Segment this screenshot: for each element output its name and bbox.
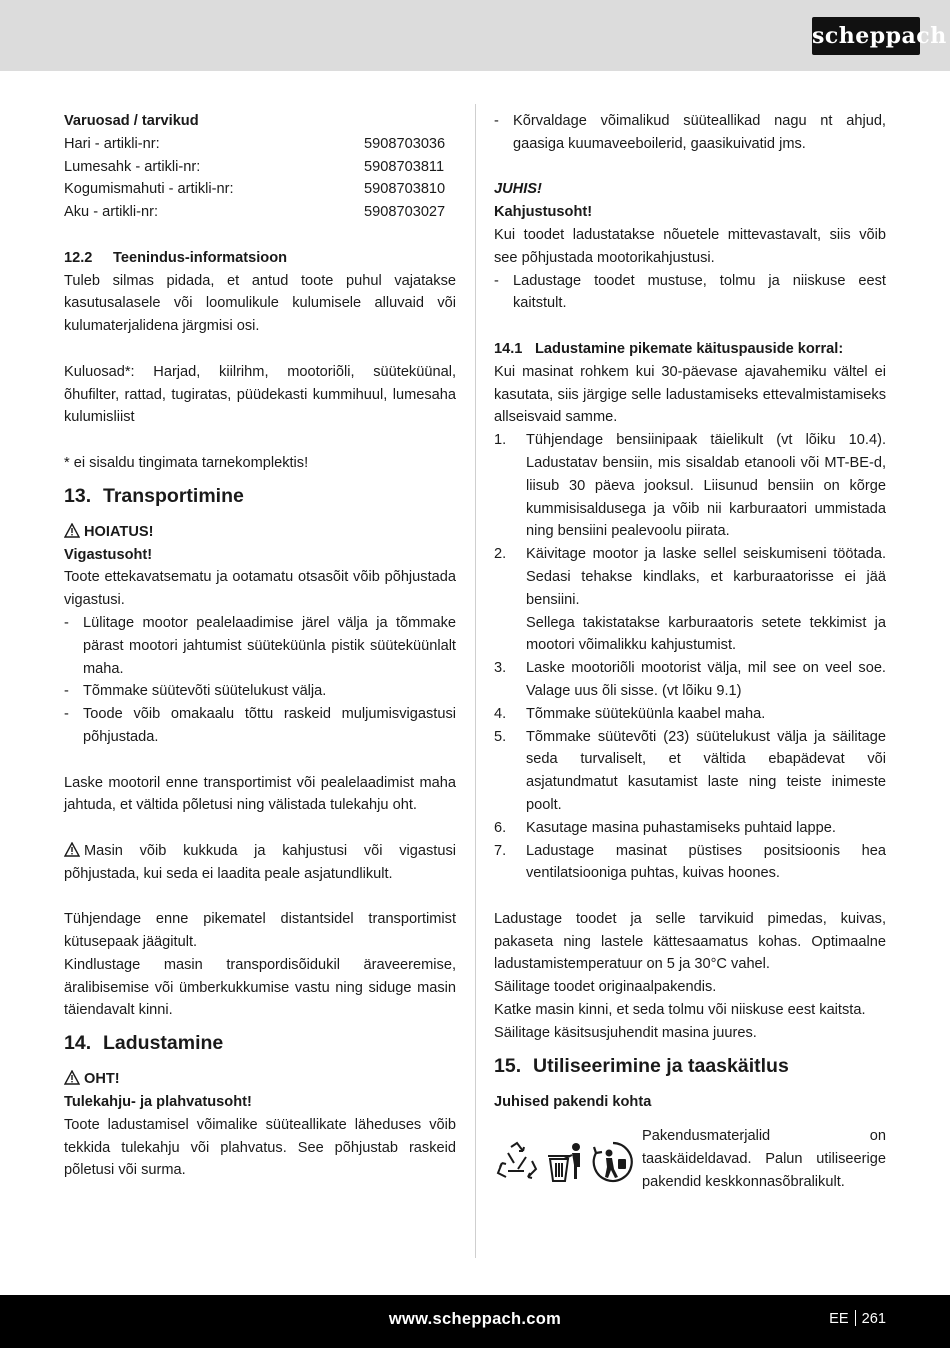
list-item: - Toode võib omakaalu tõttu raskeid muljumisvigastusi põhjustada. <box>64 703 456 749</box>
original-packaging-text: Säilitage toodet originaalpakendis. <box>494 979 717 996</box>
list-item: - Tõmmake süütevõti süütelukust välja. <box>64 680 456 703</box>
step-item <box>494 840 886 886</box>
warning-label-text: HOIATUS! <box>84 523 154 540</box>
step-item <box>494 726 886 817</box>
part-name: Lumesahk - artikli-nr: <box>64 158 201 175</box>
part-name: Hari - artikli-nr: <box>64 135 160 152</box>
left-column <box>64 110 456 1182</box>
page-number: 261 <box>861 1311 886 1327</box>
spare-parts-list <box>64 133 456 224</box>
step-number: 5. <box>494 728 507 745</box>
wear-parts-text: Kuluosad*: Harjad, kiilrihm, mootoriõli, süüteküünal, õhufilter, rattad, tugiratas, püüdekasti kummihuul, lumesaha kulumisliist <box>64 363 456 426</box>
step-text: Laske mootoriõli mootorist välja, mil see on veel soe. Valage uus õli sisse. (vt lõiku 9.1) <box>526 660 886 699</box>
warning-label <box>64 521 456 544</box>
separator <box>855 1310 856 1326</box>
website-link[interactable]: www.scheppach.com <box>388 1310 562 1328</box>
section-title: Utiliseerimine ja taaskäitlus <box>533 1054 789 1077</box>
list-item: - Ladustage toodet mustuse, tolmu ja niiskuse eest kaitstult. <box>494 270 886 316</box>
step-number: 3. <box>494 660 507 677</box>
empty-tank-text: Tühjendage enne pikematel distantsidel transportimist kütusepaak jäägitult. <box>64 911 456 951</box>
section-15-heading <box>494 1045 886 1091</box>
part-number: 5908703036 <box>364 135 446 152</box>
step-item <box>494 429 886 543</box>
step-item <box>494 703 886 726</box>
part-row <box>64 156 456 179</box>
step-item <box>494 817 886 840</box>
storage-conditions-text: Ladustage toodet ja selle tarvikuid pimedas, kuivas, pakaseta ning lastele kättesaamatus kohas. Optimaalne ladustamistemperatuur on 5 ja 30°C vahel. <box>494 910 886 973</box>
fire-text: Toote ladustamisel võimalike süüteallikate läheduses võib tekkida tulekahju või plahvatus. See põhjustab raskeid põletusi või surma. <box>64 1116 456 1179</box>
right-column <box>494 110 886 1194</box>
trash-bin-person-icon <box>542 1139 588 1185</box>
step-number: 7. <box>494 842 507 859</box>
section-number: 13. <box>64 484 92 507</box>
packaging-block <box>494 1125 886 1193</box>
service-heading <box>64 247 456 270</box>
section-number: 14. <box>64 1032 92 1055</box>
section-title: Transportimine <box>103 484 244 507</box>
tip-over-text <box>64 840 456 886</box>
service-number: 12.2 <box>64 249 93 266</box>
brand-logo: scheppach <box>812 17 920 55</box>
step-number: 1. <box>494 432 507 449</box>
step-text: Tõmmake süüteküünla kaabel maha. <box>526 705 766 722</box>
subsection-title: Ladustamine pikemate käituspauside korral: <box>535 340 844 357</box>
step-text: Käivitage mootor ja laske sellel seiskumiseni töötada. Sedasi tehakse kindlaks, et karburaatorisse ei jää bensiini. <box>526 546 886 608</box>
danger-label-text: OHT! <box>84 1071 120 1088</box>
column-divider <box>475 104 476 1258</box>
part-row <box>64 178 456 201</box>
part-name: Aku - artikli-nr: <box>64 204 159 221</box>
keep-manual-text: Säilitage käsitsusjuhendit masina juures. <box>494 1024 757 1041</box>
warning-triangle-icon <box>64 1070 80 1085</box>
subsection-14-1-heading <box>494 338 886 361</box>
secure-machine-text: Kindlustage masin transpordisõidukil äraveeremise, äralibisemise või ümberkukkumise vastu ning siduge masin täiendavalt kinni. <box>64 956 456 1019</box>
danger-label <box>64 1068 456 1091</box>
section-14-heading <box>64 1022 456 1068</box>
step-extra-text: Sellega takistatakse karburaatoris setete tekkimist ja mootori võimalikku kahjustumist. <box>526 614 886 654</box>
section-13-heading <box>64 475 456 521</box>
footer-bar <box>0 1295 950 1348</box>
part-row <box>64 133 456 156</box>
warning-triangle-icon <box>64 842 80 857</box>
part-number: 5908703027 <box>364 204 446 221</box>
note-label: JUHIS! <box>494 181 542 198</box>
step-number: 2. <box>494 546 507 563</box>
spare-parts-title: Varuosad / tarvikud <box>64 113 199 129</box>
cover-machine-text: Katke masin kinni, et seda tolmu või niiskuse eest kaitsta. <box>494 1002 866 1019</box>
part-number: 5908703810 <box>364 181 446 198</box>
damage-label: Kahjustusoht! <box>494 204 593 221</box>
warning-triangle-icon <box>64 523 80 538</box>
injury-label: Vigastusoht! <box>64 546 153 563</box>
section-number: 15. <box>494 1054 522 1077</box>
part-row <box>64 201 456 224</box>
packaging-text: Pakendusmaterjalid on taaskäideldavad. Palun utiliseerige pakendid keskkonnasõbralikult. <box>642 1128 886 1191</box>
recycle-icon <box>494 1139 540 1185</box>
part-name: Kogumismahuti - artikli-nr: <box>64 181 234 198</box>
damage-text: Kui toodet ladustatakse nõuetele mittevastavalt, siis võib see põhjustada mootorikahjustusi. <box>494 226 886 266</box>
disposal-icons <box>494 1125 642 1193</box>
step-text: Tõmmake süütevõti (23) süütelukust välja ja säilitage seda turvaliselt, et vältida ebapädevat või asjatundmatut kasutamist laste ning teiste inimeste poolt. <box>526 728 886 813</box>
part-number: 5908703811 <box>364 158 445 175</box>
list-item: - Lülitage mootor pealelaadimise järel välja ja tõmmake pärast mootori jahtumist süüteküünla pistik süüteküünlalt maha. <box>64 612 456 680</box>
tip-over-text-content: Masin võib kukkuda ja kahjustusi või vigastusi põhjustada, kui seda ei laadita peale asjatundlikult. <box>64 842 456 882</box>
service-title: Teenindus-informatsioon <box>113 249 288 266</box>
footnote: * ei sisaldu tingimata tarnekomplektis! <box>64 454 309 471</box>
page-indicator <box>829 1308 886 1331</box>
header-bar <box>0 0 950 71</box>
section-title: Ladustamine <box>103 1032 224 1055</box>
fire-label: Tulekahju- ja plahvatusoht! <box>64 1094 252 1111</box>
step-text: Tühjendage bensiinipaak täielikult (vt lõiku 10.4). Ladustatav bensiin, mis sisaldab etanooli või MT-BE-d, liisub 30 päeva jooksul. Liisunud bensiin on kõrge kummisisaldusega ja võib nii karburaatori ummistada ning bensiini pealevoolu piirata. <box>526 432 886 540</box>
injury-text: Toote ettekavatsematu ja ootamatu otsasõit võib põhjustada vigastusi. <box>64 569 456 609</box>
language-code: EE <box>829 1311 849 1327</box>
storage-intro: Kui masinat rohkem kui 30-päevase ajavahemiku vältel ei kasutata, siis järgige selle ladustamiseks ettevalmistamiseks allseisvaid samme. <box>494 363 886 426</box>
step-text: Kasutage masina puhastamiseks puhtaid lappe. <box>526 819 836 836</box>
step-number: 6. <box>494 819 507 836</box>
cool-down-text: Laske mootoril enne transportimist või pealelaadimist maha jahtuda, et vältida põletusi ning välistada tulekahju oht. <box>64 774 456 814</box>
subsection-number: 14.1 <box>494 340 523 357</box>
step-item <box>494 657 886 703</box>
step-item <box>494 543 886 657</box>
list-item: - Kõrvaldage võimalikud süüteallikad nagu nt ahjud, gaasiga kuumaveeboilerid, gaasikuivatid jms. <box>494 110 886 156</box>
step-number: 4. <box>494 705 507 722</box>
recycle-person-icon <box>590 1139 636 1185</box>
packaging-title: Juhised pakendi kohta <box>494 1093 652 1110</box>
step-text: Ladustage masinat püstises positsioonis hea ventilatsiooniga puhtas, kuivas hoones. <box>526 842 886 882</box>
service-text: Tuleb silmas pidada, et antud toote puhul vajatakse kasutusalasele või loomulikule kulumisele alluvaid või kulumaterjalidena järgmisi osi. <box>64 272 456 335</box>
